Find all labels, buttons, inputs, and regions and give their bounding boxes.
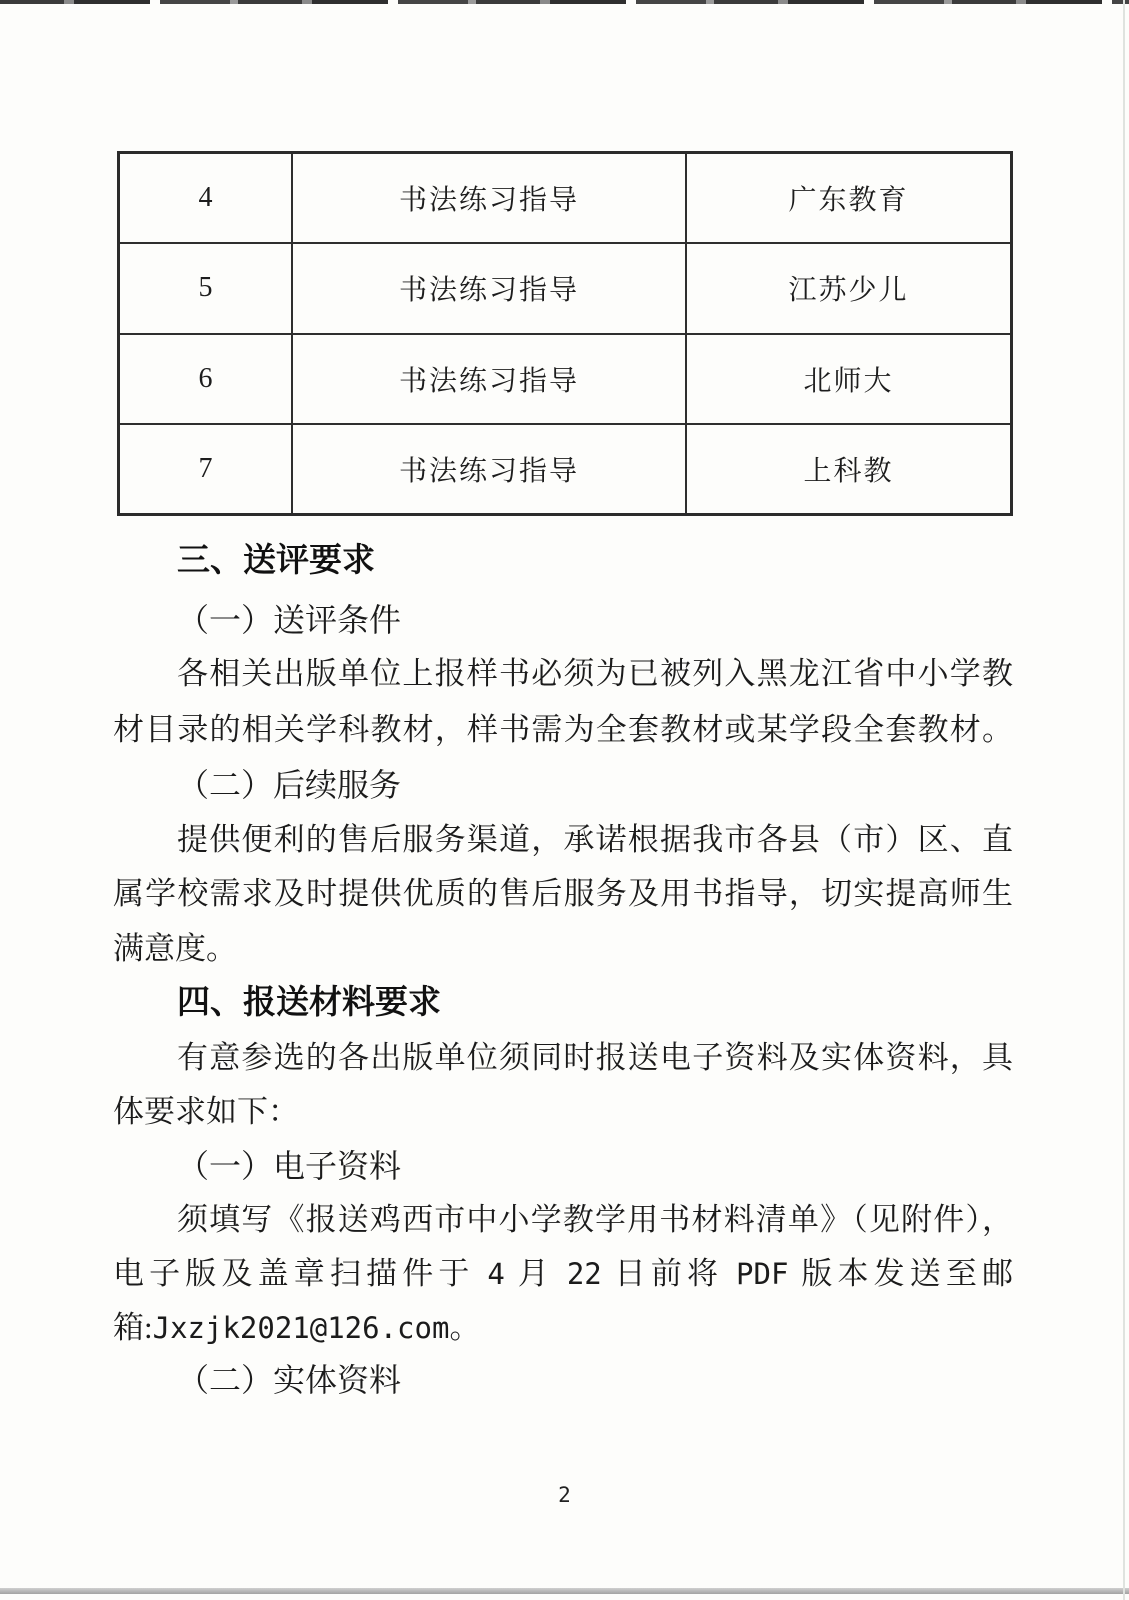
page-number: 2: [558, 1483, 571, 1507]
paragraph-line: 提供便利的售后服务渠道，承诺根据我市各县（市）区、直: [177, 822, 1013, 857]
paragraph-line: 有意参选的各出版单位须同时报送电子资料及实体资料，具: [177, 1040, 1013, 1075]
textbook-table: [117, 151, 1013, 516]
section-heading-3: 三、送评要求: [177, 543, 375, 579]
file-format-label: PDF: [736, 1257, 789, 1291]
text-segment: 箱:: [113, 1310, 153, 1345]
table-cell-title: 书法练习指导: [293, 244, 687, 332]
paragraph-line: 须填写《报送鸡西市中小学教学用书材料清单》（见附件），: [177, 1202, 1013, 1237]
text-segment: 月: [517, 1256, 554, 1291]
table-row: [120, 425, 1010, 513]
subsection-heading-4-1: （一）电子资料: [177, 1148, 402, 1184]
subsection-heading-4-2: （二）实体资料: [177, 1362, 402, 1398]
table-cell-number: 6: [120, 335, 293, 423]
scan-artifact-bottom-edge: [0, 1588, 1129, 1594]
email-address: Jxzjk2021@126.com: [152, 1311, 450, 1345]
table-cell-publisher: 广东教育: [788, 185, 909, 217]
subsection-heading-3-2: （二）后续服务: [177, 767, 402, 803]
table-cell-number: 5: [120, 244, 293, 332]
paragraph-line: [113, 1305, 1013, 1351]
table-row: [120, 154, 1010, 244]
table-cell-publisher: 上科教: [803, 455, 894, 487]
table-cell-title: 书法练习指导: [293, 335, 687, 423]
paragraph-line: 体要求如下：: [113, 1094, 299, 1129]
table-cell-title: 书法练习指导: [293, 154, 687, 242]
table-cell-number: 4: [120, 154, 293, 242]
text-segment: 电子版及盖章扫描件于: [113, 1256, 475, 1291]
text-segment: 日前将: [614, 1256, 724, 1291]
section-heading-4: 四、报送材料要求: [177, 985, 441, 1021]
text-segment: 版本发送至邮: [801, 1256, 1014, 1291]
text-segment: 。: [449, 1310, 481, 1345]
table-row: [120, 335, 1010, 425]
date-day-number: 4: [487, 1257, 505, 1291]
table-cell-number: 7: [120, 425, 293, 513]
paragraph-line: 材目录的相关学科教材，样书需为全套教材或某学段全套教材。: [113, 712, 1013, 747]
paragraph-line: 满意度。: [113, 931, 237, 966]
paragraph-line: [113, 1251, 1013, 1297]
table-cell-publisher: 江苏少儿: [788, 275, 909, 307]
table-row: [120, 244, 1010, 334]
scan-artifact-top-edge: [0, 0, 1129, 4]
paragraph-line: 属学校需求及时提供优质的售后服务及用书指导，切实提高师生: [113, 876, 1013, 911]
date-number: 22: [566, 1257, 602, 1291]
table-cell-title: 书法练习指导: [293, 425, 687, 513]
table-cell-publisher: 北师大: [803, 365, 894, 397]
paragraph-line: 各相关出版单位上报样书必须为已被列入黑龙江省中小学教: [177, 656, 1013, 691]
scan-artifact-right-edge: [1123, 0, 1125, 1600]
subsection-heading-3-1: （一）送评条件: [177, 602, 402, 638]
